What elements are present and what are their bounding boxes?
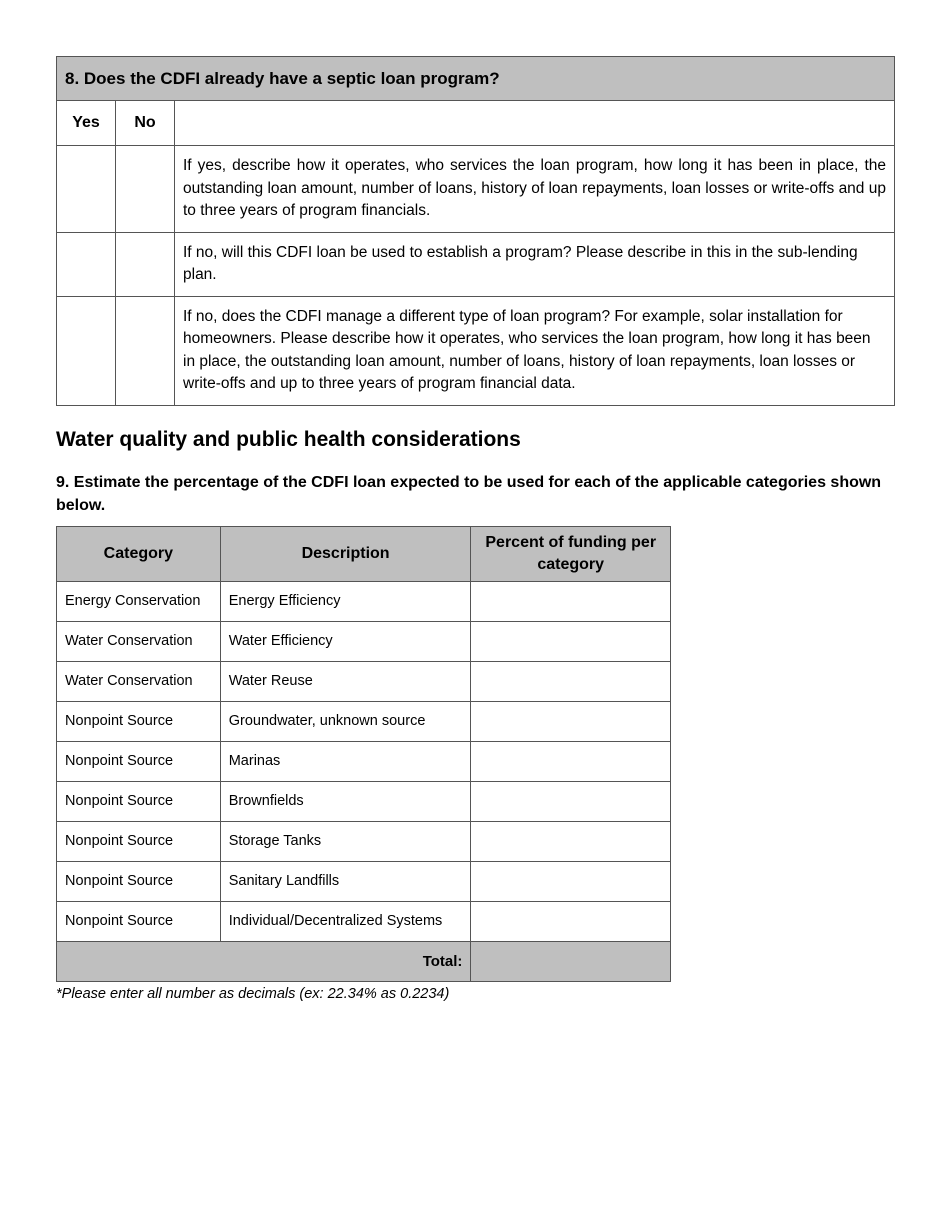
percent-input[interactable] [471, 862, 670, 900]
question-8-row-yes [57, 146, 895, 233]
category-cell: Nonpoint Source [57, 701, 221, 741]
description-cell: Sanitary Landfills [220, 861, 471, 901]
septic-loan-program-table [56, 56, 895, 406]
yes-checkbox-cell[interactable] [57, 146, 116, 233]
percent-input[interactable] [471, 902, 670, 940]
row-description: If yes, describe how it operates, who services the loan program, how long it has been in place, the outstanding loan amount, number of loans, history of loan repayments, loan losses or write-offs and up to three years of program financials. [175, 146, 895, 233]
decimal-instruction-note: *Please enter all number as decimals (ex: 22.34% as 0.2234) [56, 985, 450, 1002]
no-column-header: No [116, 101, 175, 146]
category-cell: Water Conservation [57, 621, 221, 661]
blank-header-cell [175, 101, 895, 146]
description-cell: Brownfields [220, 781, 471, 821]
percent-column-header: Percent of funding per category [471, 526, 671, 581]
yes-checkbox-cell[interactable] [57, 232, 116, 296]
no-checkbox-cell[interactable] [116, 296, 175, 405]
description-cell: Individual/Decentralized Systems [220, 901, 471, 941]
funding-category-table [56, 526, 671, 982]
percent-cell [471, 741, 671, 781]
table-row [57, 861, 671, 901]
category-column-header: Category [57, 526, 221, 581]
question-8-row-no-establish [57, 232, 895, 296]
table-row [57, 661, 671, 701]
question-8-row-no-other-program [57, 296, 895, 405]
description-cell: Groundwater, unknown source [220, 701, 471, 741]
table-row [57, 781, 671, 821]
percent-cell [471, 581, 671, 621]
percent-cell [471, 781, 671, 821]
percent-cell [471, 901, 671, 941]
category-cell: Nonpoint Source [57, 741, 221, 781]
category-cell: Nonpoint Source [57, 861, 221, 901]
description-cell: Storage Tanks [220, 821, 471, 861]
category-cell: Energy Conservation [57, 581, 221, 621]
percent-input[interactable] [471, 742, 670, 780]
description-cell: Water Reuse [220, 661, 471, 701]
percent-cell [471, 621, 671, 661]
percent-input[interactable] [471, 702, 670, 740]
row-description: If no, will this CDFI loan be used to establish a program? Please describe in this in the sub-lending plan. [175, 232, 895, 296]
percent-input[interactable] [471, 582, 670, 620]
category-cell: Nonpoint Source [57, 821, 221, 861]
category-cell: Water Conservation [57, 661, 221, 701]
category-cell: Nonpoint Source [57, 781, 221, 821]
percent-cell [471, 821, 671, 861]
percent-input[interactable] [471, 622, 670, 660]
table-row [57, 701, 671, 741]
table-row [57, 741, 671, 781]
table-row [57, 901, 671, 941]
description-cell: Water Efficiency [220, 621, 471, 661]
description-column-header: Description [220, 526, 471, 581]
table-row [57, 581, 671, 621]
description-cell: Energy Efficiency [220, 581, 471, 621]
percent-input[interactable] [471, 782, 670, 820]
question-8-heading: 8. Does the CDFI already have a septic loan program? [57, 57, 895, 101]
row-description: If no, does the CDFI manage a different type of loan program? For example, solar installation for homeowners. Please describe how it operates, who services the loan program, how long it has been in place, the outstanding loan amount, number of loans, history of loan repayments, loan losses or write-offs and up to three years of program financial data. [175, 296, 895, 405]
percent-cell [471, 861, 671, 901]
table-row [57, 621, 671, 661]
percent-input[interactable] [471, 822, 670, 860]
percent-cell [471, 701, 671, 741]
percent-cell [471, 661, 671, 701]
yes-checkbox-cell[interactable] [57, 296, 116, 405]
total-cell [471, 941, 671, 981]
table-row [57, 821, 671, 861]
total-row [57, 941, 671, 981]
category-cell: Nonpoint Source [57, 901, 221, 941]
no-checkbox-cell[interactable] [116, 146, 175, 233]
section-title: Water quality and public health considerations [56, 427, 521, 451]
total-input[interactable] [471, 942, 670, 980]
percent-input[interactable] [471, 662, 670, 700]
description-cell: Marinas [220, 741, 471, 781]
question-9-heading: 9. Estimate the percentage of the CDFI loan expected to be used for each of the applicable categories shown below. [56, 473, 882, 514]
yes-column-header: Yes [57, 101, 116, 146]
no-checkbox-cell[interactable] [116, 232, 175, 296]
form-page [56, 56, 895, 1002]
total-label: Total: [57, 941, 471, 981]
